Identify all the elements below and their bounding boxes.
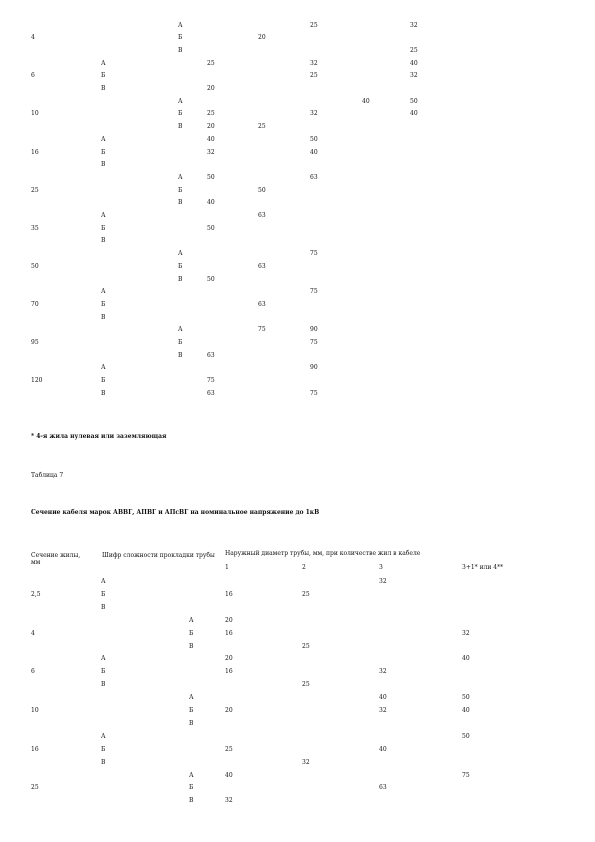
- top-table-letter: Б: [178, 34, 183, 42]
- top-table-letter: Б: [101, 300, 106, 308]
- top-table-letter: Б: [101, 224, 106, 232]
- table7-cell-3: 32: [379, 668, 387, 676]
- top-table-cell-2: 50: [258, 186, 266, 194]
- top-table-section: 35: [31, 224, 39, 232]
- table7-cell-4: 40: [462, 655, 470, 663]
- top-table-section: 50: [31, 262, 39, 270]
- table7-cell-1: 40: [225, 771, 233, 779]
- top-table-letter: В: [178, 199, 183, 207]
- table7-letter: В: [189, 642, 194, 650]
- table7-letter: Б: [101, 668, 106, 676]
- top-table-letter: А: [101, 59, 106, 67]
- top-table-letter: В: [101, 313, 106, 321]
- top-table-cell-1: 25: [207, 110, 215, 118]
- top-table-cell-1: 40: [207, 199, 215, 207]
- top-table-section: 4: [31, 34, 35, 42]
- table7-section: 2,5: [31, 590, 41, 598]
- top-table-cell-3: 75: [310, 339, 318, 346]
- top-table-cell-1: 50: [207, 173, 215, 181]
- top-table-cell-3: 50: [310, 135, 318, 143]
- table7-cell-1: 20: [225, 616, 233, 624]
- table7-cell-3: 32: [379, 707, 387, 714]
- top-table-cell-3: 25: [310, 21, 318, 29]
- table7-cell-1: 16: [225, 629, 233, 637]
- table7-letter: В: [101, 758, 106, 766]
- top-table-cell-1: 63: [207, 351, 215, 359]
- top-table-cell-3: 90: [310, 326, 318, 334]
- top-table-section: 16: [31, 148, 39, 156]
- top-table-cell-5: 50: [410, 97, 418, 105]
- top-table-letter: А: [178, 173, 183, 181]
- table7-letter: А: [189, 694, 194, 702]
- table7-cell-1: 16: [225, 668, 233, 676]
- table7-letter: В: [189, 719, 194, 727]
- top-table-section: 6: [31, 72, 35, 80]
- table7-letter: В: [189, 797, 194, 805]
- table7-cell-4: 32: [462, 629, 470, 637]
- top-table-letter: Б: [101, 148, 106, 156]
- top-table-letter: А: [101, 364, 106, 372]
- table7-cell-2: 25: [302, 590, 310, 598]
- top-table-letter: Б: [101, 377, 106, 385]
- table7-cell-1: 20: [225, 707, 233, 714]
- top-table-letter: В: [101, 85, 106, 92]
- table-label: Таблица 7: [31, 472, 64, 479]
- top-table-letter: Б: [178, 186, 183, 194]
- top-table-cell-3: 63: [310, 173, 318, 181]
- top-table-letter: А: [101, 288, 106, 296]
- top-table-cell-1: 40: [207, 135, 215, 143]
- top-table-cell-2: 25: [258, 123, 266, 131]
- top-table-cell-3: 32: [310, 59, 318, 67]
- table7-letter: Б: [189, 629, 194, 637]
- table7-cell-2: 32: [302, 758, 310, 766]
- top-table-cell-1: 75: [207, 377, 215, 385]
- top-table-cell-5: 32: [410, 72, 418, 80]
- table7-cell-1: 16: [225, 590, 233, 598]
- table7-section: 16: [31, 745, 39, 753]
- top-table-letter: А: [178, 21, 183, 29]
- top-table-letter: А: [101, 135, 106, 143]
- top-table-cell-2: 63: [258, 300, 266, 308]
- top-table-cell-5: 32: [410, 21, 418, 29]
- top-table-cell-2: 63: [258, 262, 266, 270]
- table7-letter: А: [189, 771, 194, 779]
- table7-cell-1: 25: [225, 745, 233, 753]
- top-table-cell-1: 50: [207, 224, 215, 232]
- top-table-cell-4: 40: [362, 97, 370, 105]
- table7-letter: А: [101, 655, 106, 663]
- table7-cell-1: 32: [225, 797, 233, 805]
- table7-letter: В: [101, 681, 106, 689]
- table7-letter: Б: [101, 745, 106, 753]
- top-table-cell-5: 40: [410, 110, 418, 118]
- top-table-letter: В: [178, 275, 183, 283]
- table7-cell-3: 63: [379, 784, 387, 792]
- top-table-cell-2: 75: [258, 326, 266, 334]
- table7-cell-3: 32: [379, 578, 387, 585]
- top-table-letter: Б: [178, 110, 183, 118]
- top-table-section: 10: [31, 110, 39, 118]
- table-title: Сечение кабеля марок АВВГ, АПВГ и АПсВГ на номинальное напряжение до 1кВ: [31, 509, 320, 516]
- top-table-cell-1: 25: [207, 59, 215, 67]
- table7-cell-1: 20: [225, 655, 233, 663]
- table7-letter: Б: [189, 784, 194, 792]
- top-table-cell-3: 32: [310, 110, 318, 118]
- col-header-section: Сечение жилы, мм: [31, 552, 81, 566]
- top-table-letter: Б: [101, 72, 106, 80]
- top-table-cell-1: 63: [207, 389, 215, 397]
- table7-cell-4: 50: [462, 694, 470, 702]
- top-table-letter: В: [178, 123, 183, 131]
- table7-letter: А: [189, 616, 194, 624]
- top-table-cell-3: 75: [310, 288, 318, 296]
- table7-section: 25: [31, 784, 39, 792]
- footnote: * 4-я жила нулевая или заземляющая: [31, 433, 167, 440]
- top-table-cell-3: 75: [310, 389, 318, 397]
- col-header-2-core: 2: [302, 564, 306, 571]
- table7-cell-2: 25: [302, 642, 310, 650]
- top-table-letter: В: [178, 46, 183, 54]
- table7-section: 6: [31, 668, 35, 676]
- top-table-letter: А: [178, 97, 183, 105]
- top-table-letter: А: [178, 326, 183, 334]
- col-header-difficulty: Шифр сложности прокладки трубы: [102, 552, 215, 559]
- top-table-cell-3: 25: [310, 72, 318, 80]
- table7-section: 4: [31, 629, 35, 637]
- top-table-cell-3: 90: [310, 364, 318, 372]
- table7-letter: Б: [189, 707, 194, 714]
- table7-letter: А: [101, 578, 106, 585]
- top-table-cell-5: 40: [410, 59, 418, 67]
- top-table-cell-3: 75: [310, 250, 318, 258]
- col-header-1-core: 1: [225, 564, 229, 571]
- table7-cell-4: 40: [462, 707, 470, 714]
- top-table-cell-3: 40: [310, 148, 318, 156]
- top-table-letter: В: [101, 389, 106, 397]
- top-table-letter: А: [101, 212, 106, 219]
- top-table-cell-1: 50: [207, 275, 215, 283]
- table7-letter: В: [101, 603, 106, 611]
- top-table-section: 25: [31, 186, 39, 194]
- top-table-letter: В: [101, 237, 106, 245]
- table7-cell-3: 40: [379, 745, 387, 753]
- top-table-section: 120: [31, 377, 43, 385]
- top-table-letter: Б: [178, 339, 183, 346]
- top-table-letter: Б: [178, 262, 183, 270]
- col-header-diameter-group: Наружный диаметр трубы, мм, при количестве жил в кабеле: [225, 550, 421, 557]
- table7-letter: Б: [101, 590, 106, 598]
- top-table-letter: В: [101, 161, 106, 169]
- top-table-cell-2: 20: [258, 34, 266, 42]
- top-table-letter: В: [178, 351, 183, 359]
- top-table-cell-2: 63: [258, 212, 266, 219]
- top-table-letter: А: [178, 250, 183, 258]
- table7-cell-4: 50: [462, 732, 470, 740]
- top-table-cell-1: 20: [207, 85, 215, 92]
- table7-cell-4: 75: [462, 771, 470, 779]
- top-table-section: 95: [31, 339, 39, 346]
- top-table-cell-1: 20: [207, 123, 215, 131]
- table7-cell-2: 25: [302, 681, 310, 689]
- top-table-cell-1: 32: [207, 148, 215, 156]
- col-header-3-core: 3: [379, 564, 383, 571]
- table7-section: 10: [31, 707, 39, 714]
- col-header-4-core: 3+1* или 4**: [462, 564, 504, 571]
- table7-letter: А: [101, 732, 106, 740]
- top-table-section: 70: [31, 300, 39, 308]
- table7-cell-3: 40: [379, 694, 387, 702]
- top-table-cell-5: 25: [410, 46, 418, 54]
